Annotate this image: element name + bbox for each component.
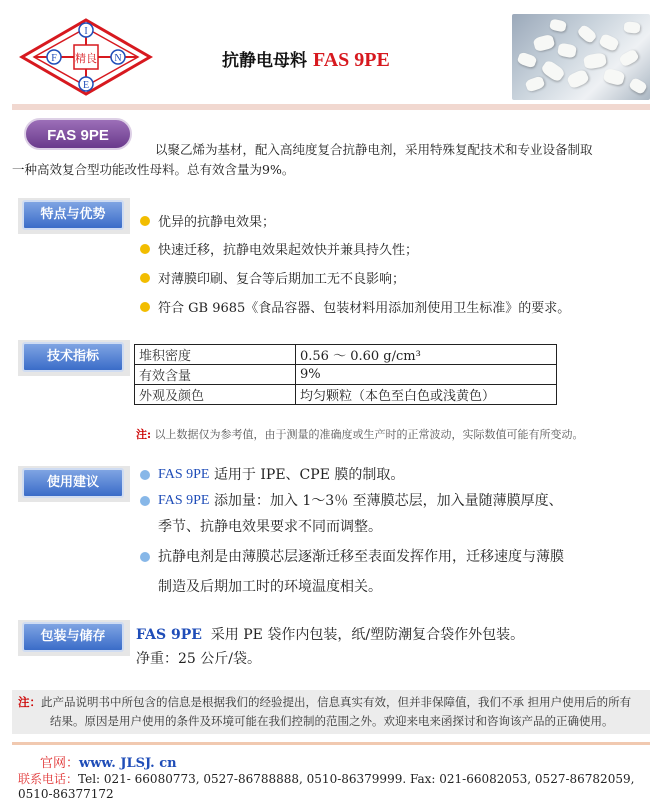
spec-note-label: 注: bbox=[136, 428, 152, 441]
spec-value: 均匀颗粒（本色至白色或浅黄色） bbox=[296, 385, 557, 405]
bullet-dot-icon bbox=[140, 470, 150, 480]
feature-item: 对薄膜印刷、复合等后期加工无不良影响； bbox=[140, 268, 405, 287]
feature-item: 符合 GB 9685《食品容器、包装材料用添加剂使用卫生标准》的要求。 bbox=[140, 297, 570, 316]
footnote-label: 注： bbox=[18, 695, 41, 709]
logo-letter-i: I bbox=[84, 26, 88, 37]
usage-item-cont: 制造及后期加工时的环境温度相关。 bbox=[158, 579, 382, 595]
table-row bbox=[135, 345, 557, 365]
footer-divider bbox=[12, 742, 650, 745]
logo-letter-e: E bbox=[82, 80, 90, 91]
footnote-line-1: 此产品说明书中所包含的信息是根据我们的经验提出，信息真实有效，但并非保障值，我们不承 担用户使用后的所有 bbox=[41, 695, 632, 709]
contact-text: Tel: 021- 66080773, 0527-86788888, 0510-86379999. Fax: 021-66082053, 0527-86782059, 0510-86377172 bbox=[18, 772, 635, 801]
title-code: FAS 9PE bbox=[313, 49, 390, 71]
bullet-dot-icon bbox=[140, 496, 150, 506]
bullet-dot-icon bbox=[140, 302, 150, 312]
bullet-dot-icon bbox=[140, 244, 150, 254]
contact-info bbox=[18, 770, 662, 801]
usage-item: 抗静电剂是由薄膜芯层逐渐迁移至表面发挥作用，迁移速度与薄膜 bbox=[140, 544, 650, 570]
title-cn: 抗静电母料 bbox=[222, 51, 307, 71]
table-row bbox=[135, 385, 557, 405]
spec-key: 有效含量 bbox=[135, 365, 296, 385]
spec-table bbox=[134, 344, 557, 405]
website-link[interactable]: www. JLSJ. cn bbox=[79, 756, 177, 771]
bullet-dot-icon bbox=[140, 216, 150, 226]
intro-line-1: 以聚乙烯为基材，配入高纯度复合抗静电剂，采用特殊复配技术和专业设备制取 bbox=[155, 142, 593, 157]
spec-key: 外观及颜色 bbox=[135, 385, 296, 405]
packaging-label: 包装与储存 bbox=[22, 622, 124, 652]
usage-label: 使用建议 bbox=[22, 468, 124, 498]
product-photo bbox=[512, 14, 650, 100]
bullet-dot-icon bbox=[140, 552, 150, 562]
packaging-text: FAS 9PE 采用 PE 袋作内包装，纸/塑防潮复合袋作外包装。 bbox=[136, 627, 525, 643]
contact-label: 联系电话： bbox=[18, 772, 79, 786]
feature-item: 快速迁移，抗静电效果起效快并兼具持久性； bbox=[140, 239, 418, 258]
logo-center-mark: 精良 bbox=[75, 52, 97, 65]
logo-letter-f: F bbox=[51, 53, 57, 64]
website bbox=[40, 752, 177, 771]
website-label: 官网： bbox=[40, 756, 80, 771]
feature-item: 优异的抗静电效果； bbox=[140, 211, 275, 230]
spec-value: 9% bbox=[296, 365, 557, 385]
usage-item: FAS 9PE 添加量：加入 1～3％ 至薄膜芯层，加入量随薄膜厚度、 bbox=[140, 488, 650, 514]
intro-line-2: 一种高效复合型功能改性母料。总有效含量为9%。 bbox=[12, 162, 295, 177]
spec-key: 堆积密度 bbox=[135, 345, 296, 365]
usage-item: FAS 9PE 适用于 IPE、CPE 膜的制取。 bbox=[140, 462, 650, 488]
spec-note-text: 以上数据仅为参考值，由于测量的准确度或生产时的正常波动，实际数值可能有所变动。 bbox=[154, 428, 584, 441]
footnote-line-2: 结果。原因是用户使用的条件及环境可能在我们控制的范围之外。欢迎来电来函探讨和咨询该产品的正确使用。 bbox=[50, 714, 614, 728]
header-divider bbox=[12, 104, 650, 110]
specs-label: 技术指标 bbox=[22, 342, 124, 372]
usage-item-cont: 季节、抗静电效果要求不同而调整。 bbox=[158, 519, 382, 535]
page-title bbox=[222, 46, 390, 72]
bullet-dot-icon bbox=[140, 273, 150, 283]
company-logo bbox=[18, 16, 154, 98]
footnote bbox=[18, 693, 648, 731]
packaging-net-weight: 净重：25 公斤/袋。 bbox=[136, 651, 261, 667]
spec-value: 0.56 ～ 0.60 g/cm³ bbox=[296, 345, 557, 365]
features-label: 特点与优势 bbox=[22, 200, 124, 230]
spec-note bbox=[136, 426, 584, 442]
usage-list bbox=[140, 462, 650, 600]
product-badge: FAS 9PE bbox=[24, 118, 132, 150]
table-row bbox=[135, 365, 557, 385]
logo-letter-n: N bbox=[114, 53, 122, 64]
